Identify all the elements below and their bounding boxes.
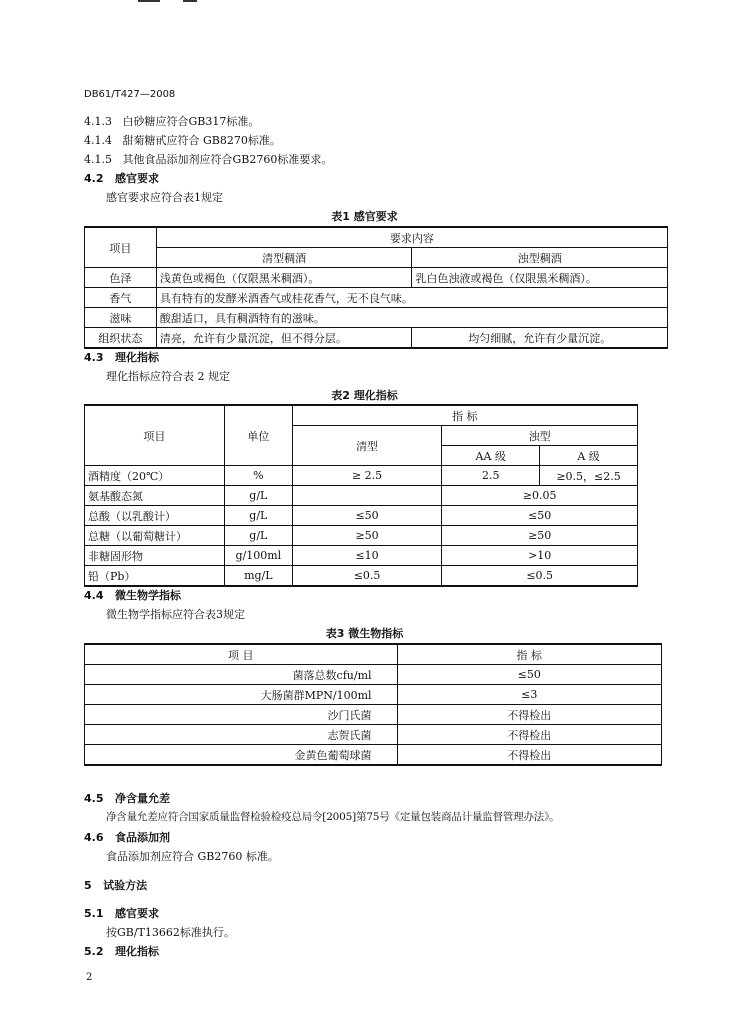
- table2-row-clear: ≤0.5: [292, 566, 442, 587]
- table2-row-turbid: >10: [442, 546, 638, 566]
- section-title: 感官要求: [115, 907, 159, 920]
- table-row: [85, 288, 668, 308]
- table2-header-aa: AA 级: [442, 446, 540, 466]
- section-title: 试验方法: [103, 879, 148, 892]
- section-5-heading: [84, 877, 147, 893]
- table1-header-turbid: 浊型稠酒: [412, 248, 668, 268]
- table2-header-clear: 清型: [292, 426, 442, 466]
- section-4-4-body: 微生物学指标应符合表3规定: [106, 608, 245, 621]
- table1-row-item: 香气: [85, 288, 157, 308]
- table2-row-clear: ≤10: [292, 546, 442, 566]
- table1-header-clear: 清型稠酒: [156, 248, 412, 268]
- section-number: 4.4: [84, 589, 104, 602]
- table2-row-item: 总酸（以乳酸计）: [85, 506, 225, 526]
- table-row: [85, 546, 638, 566]
- table1-row-turbid: 均匀细腻，允许有少量沉淀。: [412, 328, 668, 349]
- section-number: 5: [84, 879, 92, 892]
- table1-caption: 表1 感官要求: [331, 210, 398, 223]
- section-4-6-body: 食品添加剂应符合 GB2760 标准。: [106, 850, 279, 863]
- table-row: [85, 268, 668, 288]
- table3-row-item: 金黄色葡萄球菌: [85, 745, 398, 766]
- section-title: 感官要求: [115, 172, 159, 185]
- table2-row-clear: ≥50: [292, 526, 442, 546]
- section-number: 4.3: [84, 351, 104, 364]
- table3-microbial: [84, 643, 662, 766]
- section-5-2-heading: [84, 943, 159, 959]
- scan-mark: [183, 0, 197, 2]
- table2-row-unit: %: [224, 466, 292, 486]
- section-4-5-body: 净含量允差应符合国家质量监督检验检疫总局令[2005]第75号《定量包装商品计量监督管理办法》。: [106, 811, 560, 823]
- section-number: 4.6: [84, 831, 104, 844]
- table1-header-item: 项目: [85, 227, 157, 268]
- table3-row-value: 不得检出: [397, 725, 661, 745]
- clause-4-1-4: [84, 132, 281, 148]
- table3-row-item: 志贺氏菌: [85, 725, 398, 745]
- table3-row-item: 沙门氏菌: [85, 705, 398, 725]
- table-row: [85, 566, 638, 587]
- table1-row-clear: 清亮，允许有少量沉淀，但不得分层。: [156, 328, 412, 349]
- table2-header-turbid: 浊型: [442, 426, 638, 446]
- section-number: 4.2: [84, 172, 104, 185]
- section-title: 净含量允差: [115, 792, 170, 805]
- table2-row-clear: [292, 486, 442, 506]
- table-row: [85, 328, 668, 349]
- table3-row-value: 不得检出: [397, 705, 661, 725]
- section-4-5-heading: [84, 790, 170, 806]
- table2-row-clear: ≥ 2.5: [292, 466, 442, 486]
- table2-row-item: 总糖（以葡萄糖计）: [85, 526, 225, 546]
- clause-number: 4.1.3: [84, 115, 112, 128]
- table1-row-turbid: 乳白色浊液或褐色（仅限黑米稠酒）。: [412, 268, 668, 288]
- section-4-2-body: 感官要求应符合表1规定: [106, 191, 223, 204]
- clause-text: 其他食品添加剂应符合GB2760标准要求。: [122, 153, 333, 166]
- table2-row-unit: g/L: [224, 526, 292, 546]
- table2-row-unit: g/100ml: [224, 546, 292, 566]
- table-row: [85, 486, 638, 506]
- table3-header-item: 项 目: [85, 644, 398, 665]
- table2-row-unit: mg/L: [224, 566, 292, 587]
- table1-sensory: [84, 226, 668, 349]
- table2-physicochemical: [84, 404, 638, 587]
- section-number: 5.2: [84, 945, 104, 958]
- table-row: [85, 705, 662, 725]
- clause-text: 白砂糖应符合GB317标准。: [122, 115, 260, 128]
- table2-row-unit: g/L: [224, 486, 292, 506]
- table3-row-value: ≤50: [397, 665, 661, 685]
- section-4-3-heading: [84, 349, 159, 365]
- table2-row-item: 非糖固形物: [85, 546, 225, 566]
- table-row: [85, 745, 662, 766]
- section-5-1-body: 按GB/T13662标准执行。: [106, 926, 235, 939]
- doc-id-header: DB61/T427—2008: [84, 89, 176, 100]
- table2-header-unit: 单位: [224, 405, 292, 466]
- table3-header-index: 指 标: [397, 644, 661, 665]
- table3-row-item: 大肠菌群MPN/100ml: [85, 685, 398, 705]
- clause-text: 甜菊糖甙应符合 GB8270标准。: [122, 134, 281, 147]
- table1-row-both: 具有特有的发酵米酒香气或桂花香气，无不良气味。: [156, 288, 667, 308]
- table-row: [85, 308, 668, 328]
- table3-row-value: ≤3: [397, 685, 661, 705]
- table-row: [85, 466, 638, 486]
- table1-row-item: 滋味: [85, 308, 157, 328]
- table2-row-turbid: ≥0.05: [442, 486, 638, 506]
- section-title: 食品添加剂: [115, 831, 170, 844]
- table2-header-index: 指 标: [292, 405, 637, 426]
- table1-row-clear: 浅黄色或褐色（仅限黑米稠酒）。: [156, 268, 412, 288]
- section-number: 5.1: [84, 907, 104, 920]
- table-row: [85, 506, 638, 526]
- table2-row-turbid: ≤0.5: [442, 566, 638, 587]
- table2-row-turbid: ≥50: [442, 526, 638, 546]
- section-5-1-heading: [84, 905, 159, 921]
- table-row: [85, 526, 638, 546]
- table-row: [85, 725, 662, 745]
- section-4-6-heading: [84, 829, 170, 845]
- table2-row-item: 氨基酸态氮: [85, 486, 225, 506]
- table2-row-aa: 2.5: [442, 466, 540, 486]
- section-4-2-heading: [84, 170, 159, 186]
- table3-row-item: 菌落总数cfu/ml: [85, 665, 398, 685]
- table-row: [85, 685, 662, 705]
- table2-row-unit: g/L: [224, 506, 292, 526]
- table2-row-item: 酒精度（20℃）: [85, 466, 225, 486]
- section-title: 理化指标: [115, 945, 159, 958]
- section-4-4-heading: [84, 587, 181, 603]
- table1-row-item: 组织状态: [85, 328, 157, 349]
- table1-row-both: 酸甜适口，具有稠酒特有的滋味。: [156, 308, 667, 328]
- section-title: 微生物学指标: [115, 589, 181, 602]
- clause-number: 4.1.5: [84, 153, 112, 166]
- scan-mark: [138, 0, 160, 2]
- table2-row-a: ≥0.5，≤2.5: [540, 466, 638, 486]
- section-title: 理化指标: [115, 351, 159, 364]
- table3-row-value: 不得检出: [397, 745, 661, 766]
- table2-header-a: A 级: [540, 446, 638, 466]
- table2-header-item: 项目: [85, 405, 225, 466]
- clause-4-1-3: [84, 113, 259, 129]
- table2-row-turbid: ≤50: [442, 506, 638, 526]
- clause-4-1-5: [84, 151, 332, 167]
- table3-caption: 表3 微生物指标: [325, 627, 404, 640]
- table1-row-item: 色泽: [85, 268, 157, 288]
- table-row: [85, 665, 662, 685]
- section-4-3-body: 理化指标应符合表 2 规定: [106, 370, 230, 383]
- table2-row-clear: ≤50: [292, 506, 442, 526]
- table2-row-item: 铅（Pb）: [85, 566, 225, 587]
- page-number: 2: [86, 972, 93, 983]
- table2-caption: 表2 理化指标: [331, 389, 398, 402]
- clause-number: 4.1.4: [84, 134, 112, 147]
- table1-header-requirements: 要求内容: [156, 227, 667, 248]
- section-number: 4.5: [84, 792, 104, 805]
